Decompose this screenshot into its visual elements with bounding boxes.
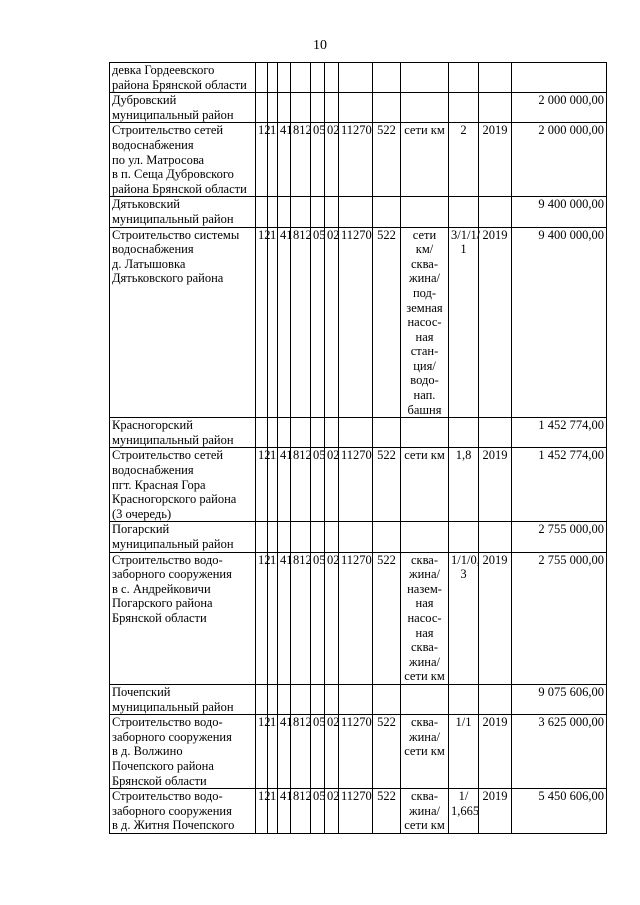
quantity-cell [449,418,479,448]
cell-line: 1/ [458,789,469,804]
cell-line: водоснабжения [112,242,194,257]
district-row [110,197,607,227]
cell-line: сети км [404,448,445,463]
project-row [110,552,607,684]
code-cell-rz [311,197,325,227]
object-name-cell [110,197,256,227]
cell-line: ная [415,596,434,611]
code-cell-pr [325,684,339,714]
amount-cell: 2 755 000,00 [512,522,607,552]
cell-line: ная [415,625,434,640]
code-cell-nr [339,522,373,552]
code-cell-om: 41 [278,715,291,789]
code-cell-om [278,93,291,123]
code-cell-nr: 11270 [339,227,373,418]
cell-line: 3 [460,567,467,582]
cell-line: жина/ [408,567,441,582]
cell-line: под- [412,285,437,300]
object-name-cell [110,522,256,552]
code-cell-grbs [291,418,311,448]
object-name-cell [110,418,256,448]
cell-line: Красногорский [112,418,193,433]
cell-line: Дятьковского района [112,271,224,286]
quantity-cell [449,197,479,227]
code-cell-pgp: 1 [268,227,278,418]
year-cell: 2019 [479,227,512,418]
code-cell-gp: 12 [256,448,268,522]
code-cell-vr [373,684,401,714]
cell-line: муниципальный район [112,432,234,447]
cell-line: 1,8 [455,448,472,463]
code-cell-gp: 12 [256,227,268,418]
amount-cell: 9 400 000,00 [512,197,607,227]
amount-cell: 1 452 774,00 [512,418,607,448]
quantity-cell [449,684,479,714]
code-cell-grbs: 812 [291,123,311,197]
code-cell-gp [256,684,268,714]
code-cell-om [278,522,291,552]
year-cell [479,418,512,448]
cell-line: водоснабжения [112,463,194,478]
code-cell-om [278,197,291,227]
code-cell-gp: 12 [256,715,268,789]
cell-line: км/ [415,242,434,257]
object-name-cell [110,715,256,789]
unit-cell [401,715,449,789]
cell-line: заборного сооружения [112,729,232,744]
cell-line: 1/1/0, [451,552,480,567]
year-cell [479,63,512,93]
code-cell-nr: 11270 [339,552,373,684]
cell-line: муниципальный район [112,107,234,122]
code-cell-pr [325,63,339,93]
cell-line: заборного сооружения [112,803,232,818]
cell-line: сква- [410,789,439,804]
code-cell-grbs [291,93,311,123]
year-cell: 2019 [479,789,512,834]
project-row [110,715,607,789]
code-cell-gp: 12 [256,789,268,834]
code-cell-nr [339,197,373,227]
code-cell-rz: 05 [311,789,325,834]
cell-line: насос- [407,315,442,330]
code-cell-gp [256,522,268,552]
code-cell-pgp [268,63,278,93]
code-cell-grbs [291,684,311,714]
cell-line: Почепского района [112,758,214,773]
year-cell: 2019 [479,123,512,197]
code-cell-gp [256,93,268,123]
cell-line: в д. Волжино [112,744,183,759]
district-row [110,522,607,552]
cell-line: по ул. Матросова [112,152,205,167]
cell-line: девка Гордеевского [112,63,215,77]
code-cell-gp [256,63,268,93]
code-cell-grbs: 812 [291,789,311,834]
cell-line: земная [406,300,443,315]
cell-line: Дятьковский [112,197,180,212]
amount-cell: 9 075 606,00 [512,684,607,714]
code-cell-vr: 522 [373,715,401,789]
unit-cell [401,93,449,123]
code-cell-pr: 02 [325,552,339,684]
cell-line: сква- [410,715,439,730]
code-cell-rz: 05 [311,123,325,197]
object-name-cell [110,63,256,93]
cell-line: сква- [410,640,439,655]
cell-line: Строительство водо- [112,552,223,567]
code-cell-nr: 11270 [339,123,373,197]
cell-line: муниципальный район [112,537,234,551]
code-cell-pr: 02 [325,448,339,522]
year-cell: 2019 [479,448,512,522]
code-cell-pgp [268,197,278,227]
code-cell-rz: 05 [311,552,325,684]
cell-line: Строительство системы [112,227,240,242]
amount-cell: 2 000 000,00 [512,93,607,123]
amount-cell: 3 625 000,00 [512,715,607,789]
cell-line: жина/ [408,271,441,286]
cell-line: Строительство водо- [112,715,223,730]
quantity-cell [449,552,479,684]
code-cell-nr: 11270 [339,789,373,834]
quantity-cell [449,93,479,123]
cell-line: заборного сооружения [112,567,232,582]
code-cell-om: 41 [278,789,291,834]
object-name-cell [110,448,256,522]
project-row [110,448,607,522]
object-name-cell [110,789,256,834]
code-cell-vr [373,93,401,123]
code-cell-vr: 522 [373,448,401,522]
quantity-cell [449,123,479,197]
code-cell-rz: 05 [311,227,325,418]
cell-line: нап. [413,388,436,403]
district-row [110,418,607,448]
cell-line: жина/ [408,729,441,744]
unit-cell [401,789,449,834]
code-cell-rz [311,418,325,448]
quantity-cell [449,63,479,93]
cell-line: жина/ [408,654,441,669]
cell-line: в с. Андрейковичи [112,581,211,596]
amount-cell: 2 755 000,00 [512,552,607,684]
code-cell-rz [311,93,325,123]
code-cell-nr [339,63,373,93]
code-cell-om [278,418,291,448]
unit-cell [401,552,449,684]
amount-cell: 9 400 000,00 [512,227,607,418]
code-cell-pgp: 1 [268,552,278,684]
project-row [110,789,607,834]
page-number: 10 [313,38,327,53]
code-cell-nr [339,93,373,123]
code-cell-grbs: 812 [291,227,311,418]
object-name-cell [110,227,256,418]
year-cell: 2019 [479,715,512,789]
cell-line: (3 очередь) [112,506,172,521]
year-cell [479,197,512,227]
cell-line: стан- [410,344,439,359]
cell-line: ция/ [413,358,436,373]
quantity-cell [449,715,479,789]
code-cell-om: 41 [278,448,291,522]
year-cell [479,93,512,123]
cell-line: назем- [407,581,442,596]
code-cell-pr: 02 [325,715,339,789]
quantity-cell [449,522,479,552]
unit-cell [401,197,449,227]
quantity-cell [449,789,479,834]
code-cell-vr: 522 [373,227,401,418]
cell-line: муниципальный район [112,699,234,714]
cell-line: 3/1/1/ [451,227,481,242]
code-cell-vr [373,522,401,552]
year-cell [479,522,512,552]
code-cell-nr: 11270 [339,448,373,522]
code-cell-grbs [291,522,311,552]
cell-line: сети км [404,669,445,684]
cell-line: в п. Сеща Дубровского [112,167,234,182]
code-cell-vr: 522 [373,123,401,197]
object-name-cell [110,93,256,123]
code-cell-grbs [291,63,311,93]
code-cell-grbs [291,197,311,227]
cell-line: водоснабжения [112,137,194,152]
code-cell-rz: 05 [311,715,325,789]
unit-cell [401,418,449,448]
code-cell-pgp: 1 [268,789,278,834]
cell-line: башня [407,402,442,417]
cell-line: 1/1 [455,715,472,730]
cell-line: Строительство водо- [112,789,223,804]
cell-line: Строительство сетей [112,448,224,463]
cell-line: водо- [410,373,439,388]
quantity-cell [449,448,479,522]
cell-line: района Брянской области [112,181,247,196]
code-cell-nr [339,684,373,714]
cell-line: района Брянской области [112,77,247,92]
code-cell-vr: 522 [373,552,401,684]
cell-line: д. Латышовка [112,256,186,271]
code-cell-rz [311,63,325,93]
code-cell-pr: 02 [325,123,339,197]
object-name-cell [110,123,256,197]
code-cell-pgp: 1 [268,715,278,789]
code-cell-om: 41 [278,123,291,197]
amount-cell [512,63,607,93]
year-cell [479,684,512,714]
project-row [110,227,607,418]
cell-line: сети км [404,818,445,833]
cell-line: Строительство сетей [112,123,224,138]
amount-cell: 1 452 774,00 [512,448,607,522]
code-cell-grbs: 812 [291,552,311,684]
cell-line: сети [412,227,437,242]
continuation-row [110,63,607,93]
code-cell-vr [373,63,401,93]
cell-line: Погарского района [112,596,213,611]
code-cell-vr [373,197,401,227]
unit-cell [401,684,449,714]
unit-cell [401,522,449,552]
code-cell-pgp: 1 [268,123,278,197]
cell-line: сква- [410,256,439,271]
cell-line: Красногорского района [112,492,237,507]
unit-cell [401,123,449,197]
code-cell-gp: 12 [256,123,268,197]
unit-cell [401,227,449,418]
code-cell-om [278,684,291,714]
code-cell-pr: 02 [325,789,339,834]
code-cell-rz [311,684,325,714]
district-row [110,684,607,714]
code-cell-pr [325,522,339,552]
cell-line: Брянской области [112,610,207,625]
object-name-cell [110,684,256,714]
unit-cell [401,448,449,522]
cell-line: Дубровский [112,93,177,108]
code-cell-vr: 522 [373,789,401,834]
code-cell-pgp: 1 [268,448,278,522]
cell-line: жина/ [408,803,441,818]
cell-line: пгт. Красная Гора [112,477,206,492]
code-cell-pgp [268,93,278,123]
amount-cell: 5 450 606,00 [512,789,607,834]
code-cell-pgp [268,522,278,552]
cell-line: 1,665 [451,803,480,818]
cell-line: насос- [407,610,442,625]
cell-line: сква- [410,552,439,567]
code-cell-gp: 12 [256,552,268,684]
code-cell-rz: 05 [311,448,325,522]
unit-cell [401,63,449,93]
code-cell-pgp [268,684,278,714]
cell-line: сети км [404,123,445,138]
budget-table [109,62,607,834]
code-cell-pr [325,197,339,227]
cell-line: Погарский [112,522,170,537]
code-cell-grbs: 812 [291,715,311,789]
code-cell-om: 41 [278,227,291,418]
cell-line: ная [415,329,434,344]
code-cell-gp [256,418,268,448]
code-cell-pr: 02 [325,227,339,418]
quantity-cell [449,227,479,418]
cell-line: муниципальный район [112,211,234,226]
code-cell-nr [339,418,373,448]
object-name-cell [110,552,256,684]
code-cell-pr [325,418,339,448]
cell-line: 1 [460,242,467,257]
cell-line: в д. Житня Почепского [112,818,235,833]
code-cell-gp [256,197,268,227]
code-cell-pr [325,93,339,123]
cell-line: сети км [404,744,445,759]
cell-line: 2 [460,123,467,138]
cell-line: Почепский [112,684,171,699]
code-cell-om [278,63,291,93]
district-row [110,93,607,123]
project-row [110,123,607,197]
amount-cell: 2 000 000,00 [512,123,607,197]
code-cell-grbs: 812 [291,448,311,522]
year-cell: 2019 [479,552,512,684]
code-cell-vr [373,418,401,448]
code-cell-nr: 11270 [339,715,373,789]
code-cell-rz [311,522,325,552]
cell-line: Брянской области [112,773,207,788]
code-cell-pgp [268,418,278,448]
code-cell-om: 41 [278,552,291,684]
